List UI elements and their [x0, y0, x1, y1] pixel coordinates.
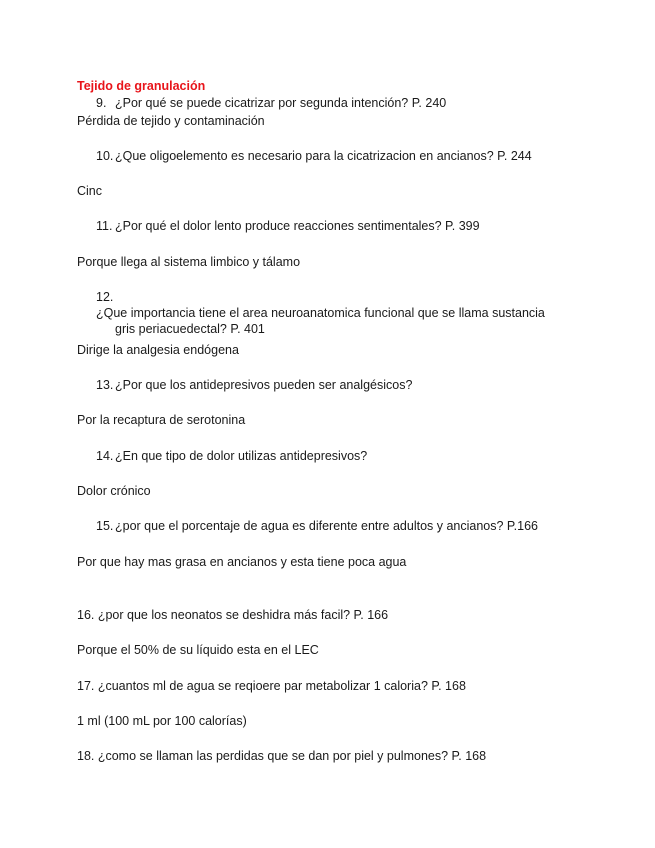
section-heading: Tejido de granulación — [77, 79, 206, 93]
question-text-line-1: ¿Que importancia tiene el area neuroanatomica funcional que se llama sustancia — [96, 306, 545, 320]
question-10 — [96, 148, 532, 164]
question-17: 17. ¿cuantos ml de agua se reqioere par metabolizar 1 caloria? P. 168 — [77, 679, 466, 693]
question-text: ¿Por que los antidepresivos pueden ser analgésicos? — [115, 378, 413, 392]
question-12 — [96, 289, 566, 337]
answer-9: Pérdida de tejido y contaminación — [77, 114, 265, 128]
question-11 — [96, 218, 480, 234]
question-number: 13. — [96, 378, 114, 392]
question-text — [96, 305, 556, 337]
question-number: 14. — [96, 449, 114, 463]
question-15 — [96, 518, 538, 534]
question-text: ¿por que el porcentaje de agua es diferente entre adultos y ancianos? P.166 — [115, 519, 538, 533]
question-text: ¿Por qué se puede cicatrizar por segunda intención? P. 240 — [115, 96, 447, 110]
answer-16: Porque el 50% de su líquido esta en el LEC — [77, 643, 319, 657]
question-number: 15. — [96, 519, 114, 533]
question-16: 16. ¿por que los neonatos se deshidra más facil? P. 166 — [77, 608, 389, 622]
question-text-line-2: gris periacuedectal? P. 401 — [115, 322, 265, 336]
question-18: 18. ¿como se llaman las perdidas que se dan por piel y pulmones? P. 168 — [77, 749, 487, 763]
question-14 — [96, 448, 367, 464]
question-text: ¿Por qué el dolor lento produce reacciones sentimentales? P. 399 — [115, 219, 480, 233]
answer-17: 1 ml (100 mL por 100 calorías) — [77, 714, 247, 728]
question-number: 11. — [96, 219, 113, 233]
answer-10: Cinc — [77, 184, 103, 198]
question-text: ¿En que tipo de dolor utilizas antidepresivos? — [115, 449, 368, 463]
answer-11: Porque llega al sistema limbico y tálamo — [77, 255, 301, 269]
question-number: 10. — [96, 149, 114, 163]
question-number: 9. — [96, 96, 107, 110]
question-13 — [96, 377, 412, 393]
question-9 — [96, 95, 446, 111]
answer-13: Por la recaptura de serotonina — [77, 413, 246, 427]
question-number: 12. — [96, 290, 114, 304]
answer-12: Dirige la analgesia endógena — [77, 343, 239, 357]
answer-15: Por que hay mas grasa en ancianos y esta tiene poca agua — [77, 555, 407, 569]
question-text: ¿Que oligoelemento es necesario para la cicatrizacion en ancianos? P. 244 — [115, 149, 532, 163]
answer-14: Dolor crónico — [77, 484, 151, 498]
